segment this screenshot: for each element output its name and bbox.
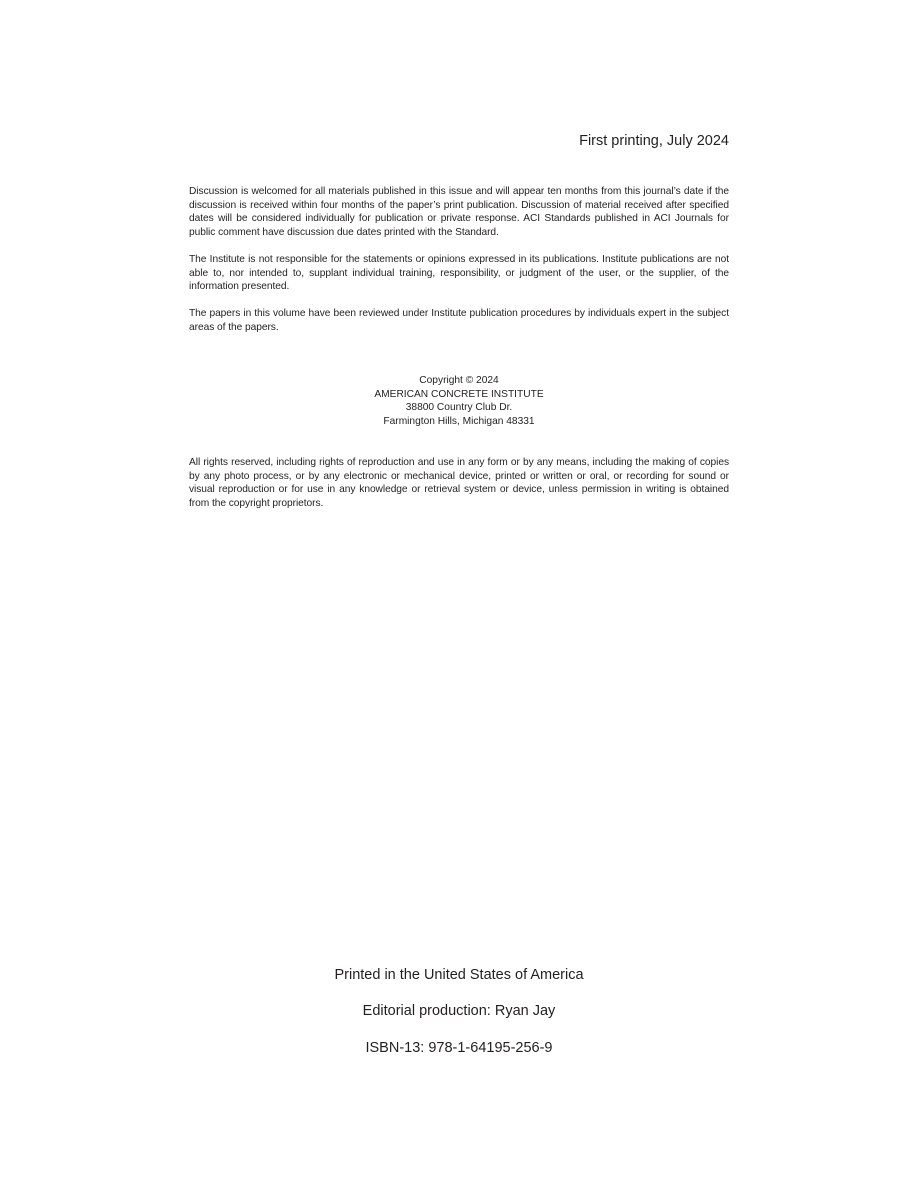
review-paragraph: The papers in this volume have been reviewed under Institute publication procedures by individuals expert in the subject areas of the papers. (189, 308, 729, 333)
first-printing-line: First printing, July 2024 (579, 133, 729, 149)
copyright-line: Copyright © 2024 (419, 375, 499, 386)
copyright-block (189, 374, 729, 428)
responsibility-paragraph: The Institute is not responsible for the statements or opinions expressed in its publications. Institute publications are not able to, nor intended to, supplant individual training, responsibility, or judgment of the user, or the supplier, of the information presented. (189, 254, 729, 292)
printed-in-line: Printed in the United States of America (334, 967, 584, 983)
editorial-production-line: Editorial production: Ryan Jay (362, 1003, 556, 1019)
discussion-paragraph: Discussion is welcomed for all materials published in this issue and will appear ten months from this journal’s date if the discussion is received within four months of the paper’s print publication. Discussion of material received after specified dates will be considered individually for publication or private response. ACI Standards published in ACI Journals for public comment have discussion due dates printed with the Standard. (189, 186, 729, 238)
publisher-name: AMERICAN CONCRETE INSTITUTE (374, 388, 544, 400)
isbn-line: ISBN-13: 978-1-64195-256-9 (365, 1040, 553, 1056)
publisher-street: 38800 Country Club Dr. (405, 402, 513, 413)
publisher-city: Farmington Hills, Michigan 48331 (383, 415, 535, 427)
rights-paragraph: All rights reserved, including rights of reproduction and use in any form or by any means, including the making of copies by any photo process, or by any electronic or mechanical device, printed or written or oral, or recording for sound or visual reproduction or for use in any knowledge or retrieval system or device, unless permission in writing is obtained from the copyright proprietors. (189, 457, 729, 509)
